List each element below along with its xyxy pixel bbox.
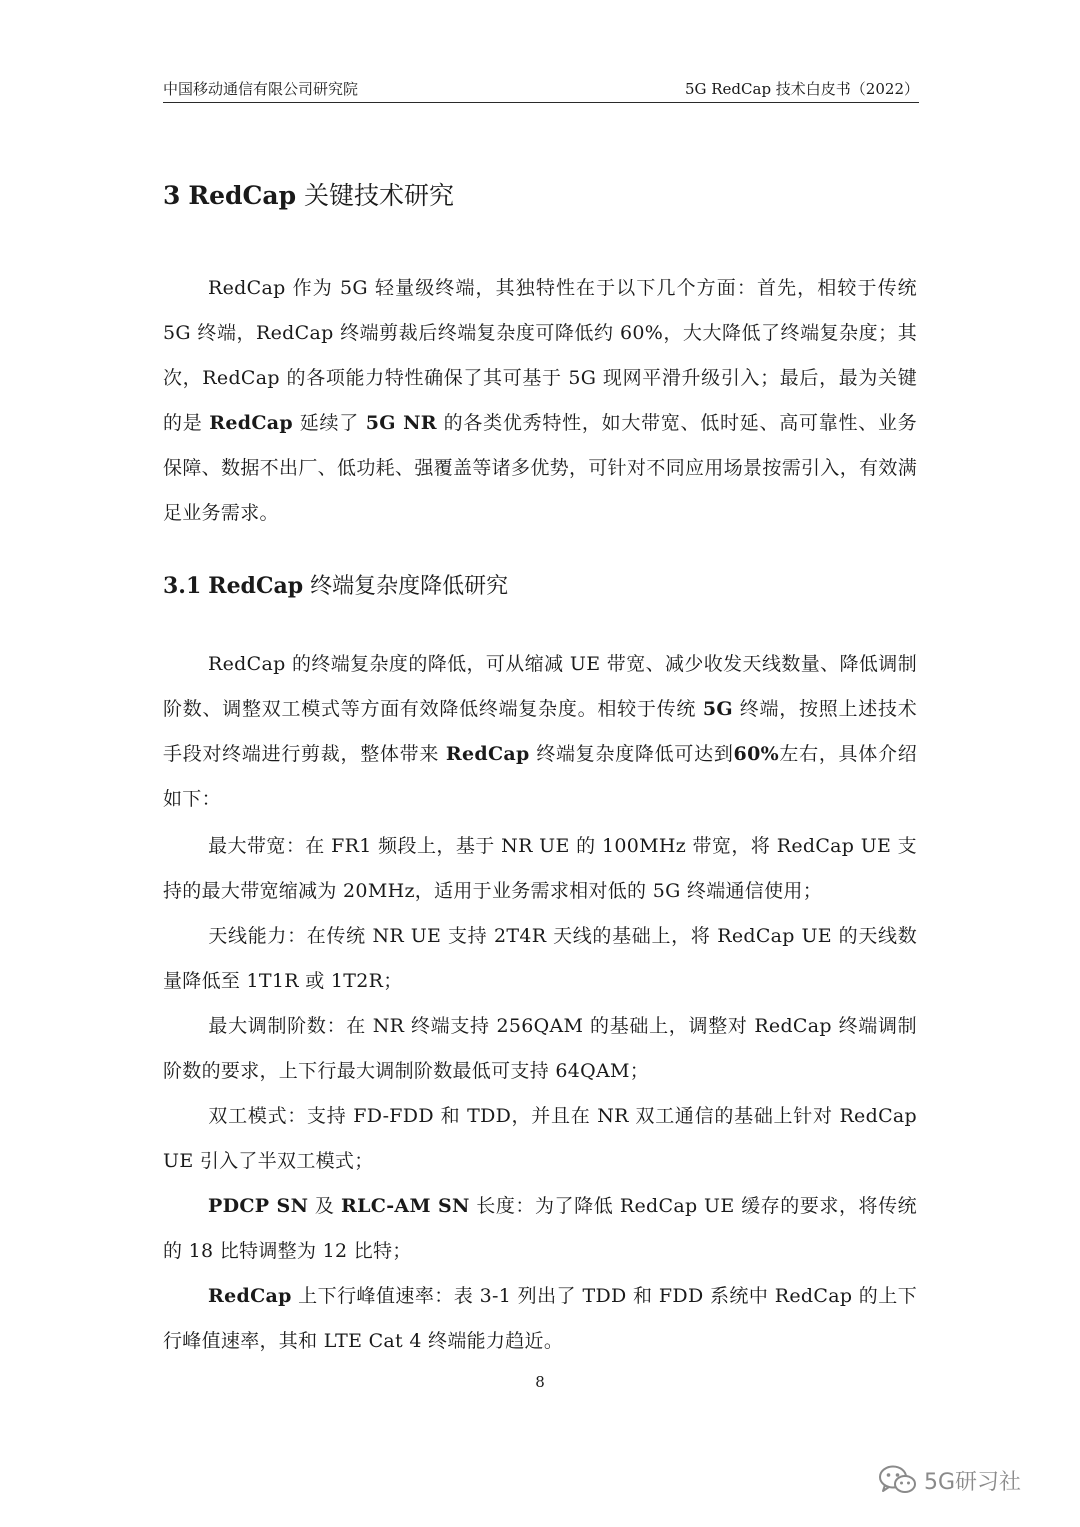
sn-length-item: PDCP SN 及 RLC-AM SN 长度：为了降低 RedCap UE 缓存的要求，将传统的 18 比特调整为 12 比特； <box>163 1195 917 1262</box>
subsection-title-keyword: RedCap <box>208 573 304 599</box>
section-title-keyword: RedCap <box>188 181 297 210</box>
watermark-text: 5G研习社 <box>924 1469 1022 1495</box>
section-3-heading <box>163 176 454 212</box>
intro-paragraph: RedCap 作为 5G 轻量级终端，其独特性在于以下几个方面：首先，相较于传统 5G 终端，RedCap 终端剪裁后终端复杂度可降低约 60%，大大降低了终端复杂度；其次，RedCap 的各项能力特性确保了其可基于 5G 现网平滑升级引入；最后，最为关键的是 RedCap 延续了 5G NR 的各类优秀特性，如大带宽、低时延、高可靠性、业务保障、数据不出厂、低功耗、强覆盖等诸多优势，可针对不同应用场景按需引入，有效满足业务需求。 <box>163 277 917 524</box>
header-doc-title: 5G RedCap 技术白皮书（2022） <box>684 80 919 98</box>
section-3-1-heading <box>163 569 508 600</box>
wechat-icon <box>878 1464 918 1496</box>
section-number: 3 <box>163 181 181 210</box>
modulation-item: 最大调制阶数：在 NR 终端支持 256QAM 的基础上，调整对 RedCap 终端调制阶数的要求，上下行最大调制阶数最低可支持 64QAM； <box>163 1015 917 1082</box>
header-org: 中国移动通信有限公司研究院 <box>163 80 359 98</box>
subsection-title-text: 终端复杂度降低研究 <box>303 574 509 599</box>
duplex-item: 双工模式：支持 FD-FDD 和 TDD，并且在 NR 双工通信的基础上针对 RedCap UE 引入了半双工模式； <box>163 1105 917 1172</box>
section-title-text: 关键技术研究 <box>296 181 455 210</box>
page-header <box>163 76 919 103</box>
antenna-item: 天线能力：在传统 NR UE 支持 2T4R 天线的基础上，将 RedCap UE 的天线数量降低至 1T1R 或 1T2R； <box>163 925 917 992</box>
subsection-number: 3.1 <box>163 573 202 599</box>
peak-rate-item: RedCap 上下行峰值速率：表 3-1 列出了 TDD 和 FDD 系统中 RedCap 的上下行峰值速率，其和 LTE Cat 4 终端能力趋近。 <box>163 1285 917 1352</box>
watermark <box>878 1462 1021 1498</box>
complexity-paragraph: RedCap 的终端复杂度的降低，可从缩减 UE 带宽、减少收发天线数量、降低调制阶数、调整双工模式等方面有效降低终端复杂度。相较于传统 5G 终端，按照上述技术手段对终端进行剪裁，整体带来 RedCap 终端复杂度降低可达到60%左右，具体介绍如下： <box>163 653 918 810</box>
page-number: 8 <box>535 1373 545 1391</box>
bandwidth-item: 最大带宽：在 FR1 频段上，基于 NR UE 的 100MHz 带宽，将 RedCap UE 支持的最大带宽缩减为 20MHz，适用于业务需求相对低的 5G 终端通信使用； <box>163 835 917 902</box>
